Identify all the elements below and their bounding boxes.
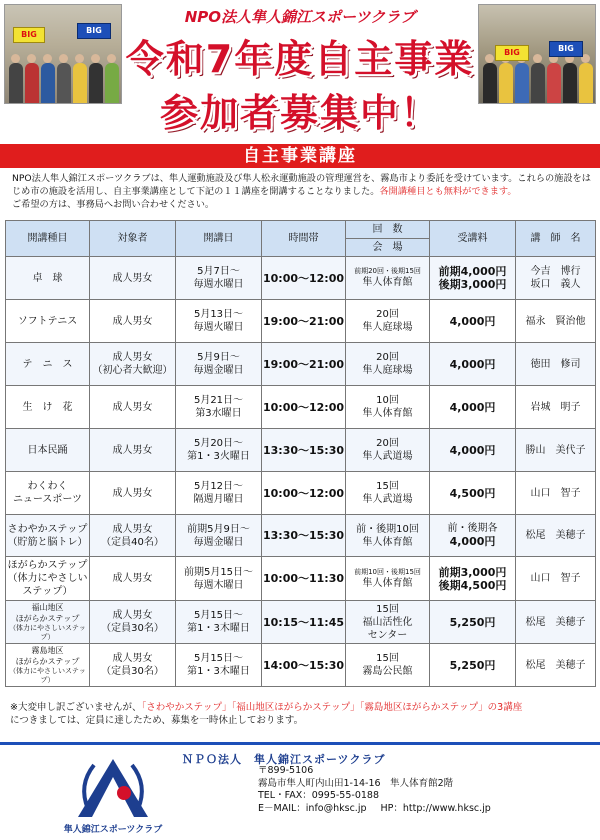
- cell-event: 生 け 花: [6, 386, 90, 429]
- cell-event: 福山地区 ほがらかステップ （体力にやさしいステップ）: [6, 601, 90, 644]
- cell-teacher: 松尾 美穂子: [516, 644, 596, 687]
- table-row: [6, 472, 596, 515]
- zip-code: 〒899-5106: [258, 765, 314, 776]
- cell-venue: 前期10回・後期15回 隼人体育館: [346, 557, 430, 601]
- cell-time: 10:00～12:00: [262, 257, 346, 300]
- cell-venue: 15回 霧島公民館: [346, 644, 430, 687]
- header-event: 開講種目: [6, 221, 90, 257]
- table-row: [6, 343, 596, 386]
- cell-venue: 20回 隼人庭球場: [346, 300, 430, 343]
- homepage-link[interactable]: HP：http://www.hksc.jp: [380, 802, 491, 814]
- cell-teacher: 岩城 明子: [516, 386, 596, 429]
- table-row: [6, 386, 596, 429]
- cell-date: 5月20日～ 第1・3火曜日: [176, 429, 262, 472]
- cell-target: 成人男女: [90, 257, 176, 300]
- org-title: NPO法人隼人錦江スポーツクラブ: [184, 8, 416, 26]
- cell-teacher: 福永 賢治他: [516, 300, 596, 343]
- course-table: [5, 220, 596, 687]
- header-time: 時間帯: [262, 221, 346, 257]
- cell-time: 19:00～21:00: [262, 300, 346, 343]
- header: [0, 0, 600, 140]
- cell-event: ほがらかステップ （体力にやさしい ステップ）: [6, 557, 90, 601]
- cell-teacher: 今吉 博行 坂口 義人: [516, 257, 596, 300]
- cell-date: 5月15日～ 第1・3木曜日: [176, 601, 262, 644]
- intro-highlight: 各開講種目とも無料ができます。: [379, 186, 517, 197]
- cell-venue: 前期20回・後期15回 隼人体育館: [346, 257, 430, 300]
- cell-date: 5月9日～ 毎週金曜日: [176, 343, 262, 386]
- notice-highlight: 「さわやかステップ」「福山地区ほがらかステップ」「霧島地区ほがらかステップ」の3講座: [141, 702, 523, 713]
- cell-target: 成人男女: [90, 429, 176, 472]
- cell-venue: 前・後期10回 隼人体育館: [346, 515, 430, 557]
- cell-time: 10:15～11:45: [262, 601, 346, 644]
- header-fee: 受講料: [430, 221, 516, 257]
- cell-teacher: 松尾 美穂子: [516, 515, 596, 557]
- cell-fee: 前・後期各 4,000円: [430, 515, 516, 557]
- logo-text: 隼人錦江スポーツクラブ: [63, 825, 163, 835]
- address: 霧島市隼人町内山田1-14-16 隼人体育館2階: [258, 777, 454, 789]
- cell-teacher: 山口 智子: [516, 557, 596, 601]
- cell-venue: 15回 福山活性化 センター: [346, 601, 430, 644]
- sign-right-2: BIG: [549, 41, 583, 57]
- cell-target: 成人男女: [90, 472, 176, 515]
- footer: [0, 742, 600, 840]
- cell-target: 成人男女: [90, 386, 176, 429]
- contact-info: [258, 765, 505, 815]
- table-row: [6, 644, 596, 687]
- email-link[interactable]: E－MAIL：info@hksc.jp: [258, 802, 367, 814]
- notice-line-2: につきましては、定員に達したため、募集を一時休止しております。: [10, 715, 304, 726]
- header-venue: 会 場: [346, 239, 430, 257]
- cell-event: 霧島地区 ほがらかステップ （体力にやさしいステップ）: [6, 644, 90, 687]
- cell-target: 成人男女 （定員30名）: [90, 644, 176, 687]
- email-hp-row: [258, 803, 505, 816]
- club-logo-icon: [58, 755, 168, 825]
- cell-fee: 4,500円: [430, 472, 516, 515]
- cell-venue: 10回 隼人体育館: [346, 386, 430, 429]
- cell-teacher: 松尾 美穂子: [516, 601, 596, 644]
- notice-text: [10, 701, 595, 727]
- cell-time: 13:30～15:30: [262, 429, 346, 472]
- cell-date: 5月13日～ 毎週火曜日: [176, 300, 262, 343]
- cell-fee: 前期3,000円 後期4,500円: [430, 557, 516, 601]
- cell-date: 前期5月15日～ 毎週木曜日: [176, 557, 262, 601]
- cell-time: 14:00～15:30: [262, 644, 346, 687]
- table-row: [6, 300, 596, 343]
- header-target: 対象者: [90, 221, 176, 257]
- sign-left-2: BIG: [77, 23, 111, 39]
- cell-event: 日本民踊: [6, 429, 90, 472]
- cell-fee: 5,250円: [430, 644, 516, 687]
- cell-teacher: 山口 智子: [516, 472, 596, 515]
- cell-fee: 4,000円: [430, 343, 516, 386]
- main-title-line-1: 令和7年度自主事業: [125, 37, 475, 81]
- table-row: [6, 429, 596, 472]
- cell-fee: 4,000円: [430, 386, 516, 429]
- cell-teacher: 勝山 美代子: [516, 429, 596, 472]
- cell-time: 19:00～21:00: [262, 343, 346, 386]
- cell-time: 13:30～15:30: [262, 515, 346, 557]
- section-title: 自主事業講座: [243, 146, 357, 166]
- table-row: [6, 515, 596, 557]
- cell-fee: 4,000円: [430, 429, 516, 472]
- cell-date: 5月21日～ 第3水曜日: [176, 386, 262, 429]
- cell-venue: 20回 隼人武道場: [346, 429, 430, 472]
- header-count: 回 数: [346, 221, 430, 239]
- cell-date: 5月7日～ 毎週水曜日: [176, 257, 262, 300]
- table-header-row-1: [6, 221, 596, 239]
- club-logo: [58, 755, 168, 835]
- cell-time: 10:00～12:00: [262, 386, 346, 429]
- cell-time: 10:00～11:30: [262, 557, 346, 601]
- sign-right: BIG: [495, 45, 529, 61]
- intro-body: NPO法人隼人錦江スポーツクラブは、隼人運動施設及び隼人松永運動施設の管理運営を、霧島市より委託を受けています。これらの施設をはじめ市の施設を活用し、自主事業講座として下記の１１講座を開講することなりました。: [12, 173, 591, 197]
- cell-target: 成人男女: [90, 300, 176, 343]
- table-row: [6, 557, 596, 601]
- intro-body-2: ご希望の方は、事務局へお問い合わせください。: [12, 199, 215, 210]
- cell-date: 前期5月9日～ 毎週金曜日: [176, 515, 262, 557]
- cell-venue: 15回 隼人武道場: [346, 472, 430, 515]
- cell-event: 卓 球: [6, 257, 90, 300]
- cell-target: 成人男女 （初心者大歓迎）: [90, 343, 176, 386]
- sign-left: BIG: [13, 27, 45, 43]
- cell-fee: 4,000円: [430, 300, 516, 343]
- cell-target: 成人男女: [90, 557, 176, 601]
- cell-fee: 5,250円: [430, 601, 516, 644]
- cell-fee: 前期4,000円 後期3,000円: [430, 257, 516, 300]
- cell-event: わくわく ニュースポーツ: [6, 472, 90, 515]
- cell-date: 5月12日～ 隔週月曜日: [176, 472, 262, 515]
- cell-target: 成人男女 （定員30名）: [90, 601, 176, 644]
- table-row: [6, 601, 596, 644]
- cell-teacher: 徳田 修司: [516, 343, 596, 386]
- cell-event: ソフトテニス: [6, 300, 90, 343]
- notice-pre: ※大変申し訳ございませんが、: [10, 702, 142, 713]
- cell-event: テ ニ ス: [6, 343, 90, 386]
- main-title-line-2: 参加者募集中！: [159, 91, 440, 135]
- cell-venue: 20回 隼人庭球場: [346, 343, 430, 386]
- table-row: [6, 257, 596, 300]
- section-band: [0, 144, 600, 168]
- tel-fax: TEL・FAX：0995-55-0188: [258, 790, 379, 801]
- cell-event: さわやかステップ （貯筋と脳トレ）: [6, 515, 90, 557]
- header-date: 開講日: [176, 221, 262, 257]
- intro-text: [12, 172, 592, 211]
- cell-target: 成人男女 （定員40名）: [90, 515, 176, 557]
- cell-time: 10:00～12:00: [262, 472, 346, 515]
- header-teacher: 講 師 名: [516, 221, 596, 257]
- footer-title: ＮＰＯ法人 隼人錦江スポーツクラブ: [182, 753, 386, 766]
- cell-date: 5月15日～ 第1・3木曜日: [176, 644, 262, 687]
